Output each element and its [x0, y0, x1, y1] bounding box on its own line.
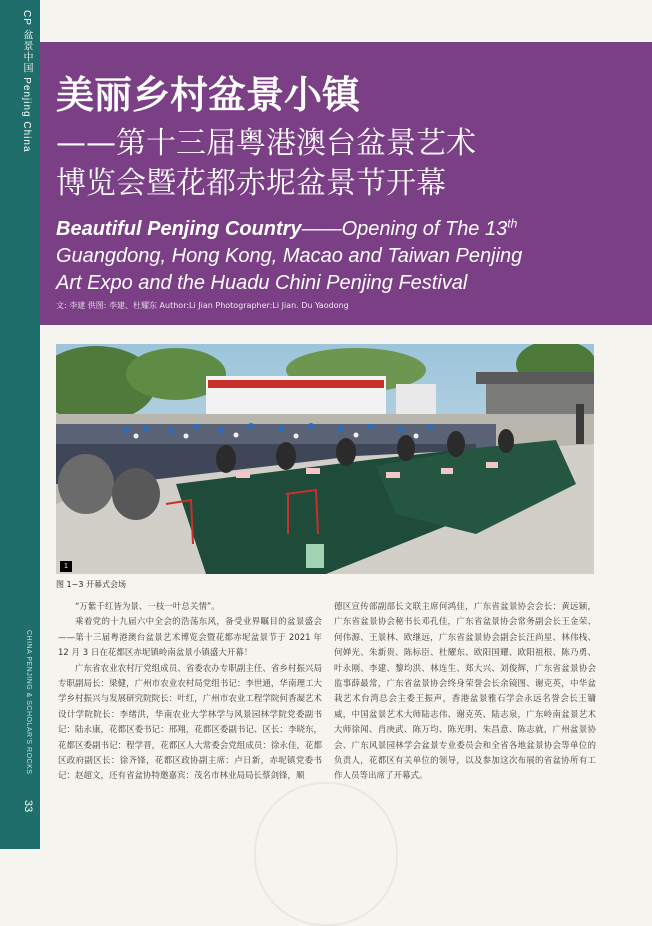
article-right-column: [334, 600, 596, 785]
left-sidebar-strip: [0, 0, 40, 849]
title-english-line-3: Art Expo and the Huadu Chini Penjing Festival: [56, 272, 468, 294]
subtitle-chinese-line-1: ——第十三届粤港澳台盆景艺术: [56, 126, 476, 161]
article-paragraph: 广东省农业农村厅党组成员、省委农办专职副主任、省乡村振兴局专职副局长：梁健，广州市农业农村局党组书记：李世通，华南理工大学乡村振兴与发展研究院院长：叶红，广州市农业工程学院何香凝艺术设计学院院长：李绪洪，华南农业大学林学与风景园林学院党委副书记：陆永康，花都区委书记：邢翔，花都区委副书记、区长：李晓东，花都区委副书记：程学晋，花都区人大常委会党组成员：徐永佳，花都区政府副区长：徐齐锋，花都区政协副主席：卢日新，赤坭镇党委书记：赵超文，还有省盆协特邀嘉宾：茂名市林业局局长蔡剑锋，顺: [58, 663, 322, 782]
page-number: 33: [22, 800, 34, 813]
article-paragraph: 乘着党的十九届六中全会的浩荡东风，备受业界瞩目的盆景盛会——第十三届粤港澳台盆景艺术博览会暨花都赤坭盆景节于 2021 年 12 月 3 日在花都区赤坭镇岭南盆景小镇盛大开幕！: [58, 617, 322, 659]
title-chinese: 美丽乡村盆景小镇: [56, 73, 361, 117]
article-left-column: [58, 600, 322, 785]
title-english-line-2: Guangdong, Hong Kong, Macao and Taiwan Penjing: [56, 245, 523, 267]
photo-number-tag: 1: [60, 561, 72, 572]
photo-caption: 图 1~3 开幕式会场: [56, 580, 126, 589]
subtitle-chinese-line-2: 博览会暨花都赤坭盆景节开幕: [56, 166, 446, 201]
article-paragraph: “万紫千红皆为景、一枝一叶总关情”。: [75, 602, 220, 612]
magazine-section-label: CP 盆景中国 Penjing China: [21, 10, 32, 153]
title-english: [56, 216, 646, 297]
title-english-bold: Beautiful Penjing Country: [56, 218, 302, 240]
watermark-seal-icon: [254, 782, 398, 926]
title-english-line-1: [56, 216, 646, 243]
magazine-footer-label: CHINA PENJING & SCHOLAR'S ROCKS: [25, 630, 32, 775]
author-credits: 文: 李建 供图: 李建、杜耀东 Author:Li Jian Photographer:Li Jian. Du Yaodong: [56, 301, 349, 310]
article-paragraph: 德区宣传部副部长文联主席何鸿佳，广东省盆景协会会长：黄远颖，广东省盆景协会秘书长邓孔佳，广东省盆景协会常务副会长王金荣、何伟源、王景林、欧继远，广东省盆景协会副会长汪尚星、林伟栈、何婵光、朱新贵、陈标臣、杜耀东、欧阳国耀、欧阳祖根、陈乃勇、叶永刚、李建、黎均洪、林连生、郑大兴、刘俊辉，广东省盆景协会监事薛最常，广东省盆景协会终身荣誉会长余镜图、谢克英，中华盆栽艺术台湾总会主委王振声，香港盆景雅石学会永远名誉会长王镛威，中国盆景艺术大师陆志伟、谢克英、陆志泉，广东岭南盆景艺术大师徐闻、肖庚武、陈万均、陈光明、朱昌意、陈志就，广州盆景协会、广东风景园林学会盆景专业委员会和全省各地盆景协会等单位的负责人，花都区有关单位的领导，以及参加这次布展的省盆协所有工作人员等出席了开幕式。: [334, 602, 596, 782]
title-english-superscript: th: [507, 216, 518, 231]
title-english-rest: ——Opening of The 13: [301, 218, 508, 240]
ceremony-photo-illustration: [56, 344, 594, 574]
subtitle-chinese: [56, 124, 646, 204]
ceremony-photo: [56, 344, 594, 574]
title-banner: [40, 42, 652, 325]
